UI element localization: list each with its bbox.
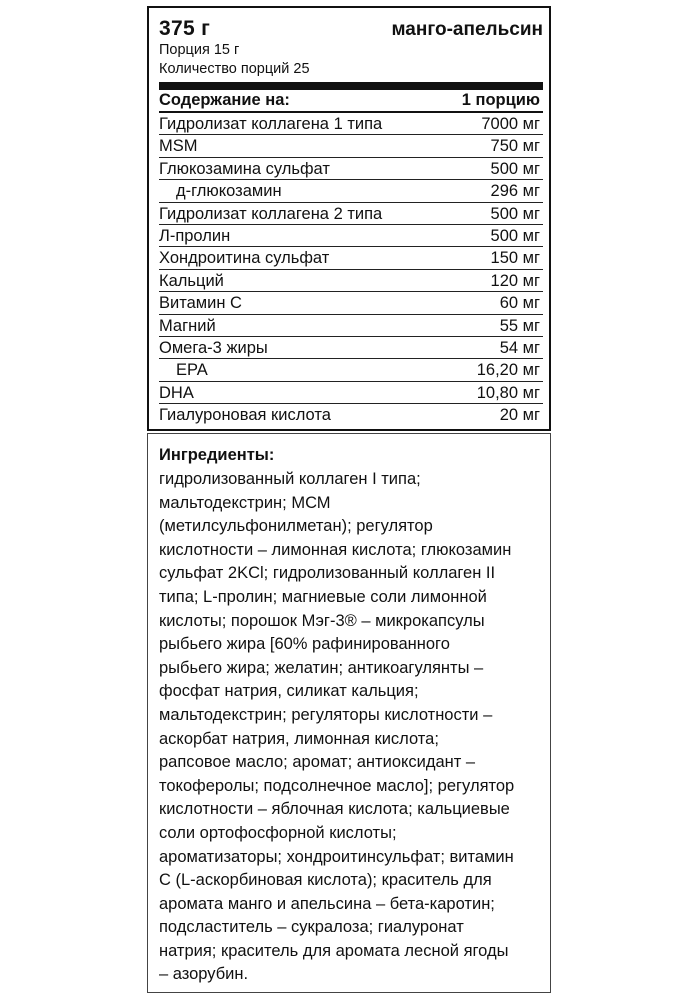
ingredients-line: аромата манго и апельсина – бета-каротин; [159,894,495,913]
ingredients-line: гидролизованный коллаген I типа; [159,470,421,488]
nutrient-value: 16,20 мг [476,361,540,380]
ingredients-line: кислотности – яблочная кислота; кальциевые [159,800,510,819]
nutrient-value: 150 мг [490,249,540,268]
ingredients-line: мальтодекстрин; регуляторы кислотности – [159,705,493,724]
table-row [159,315,543,337]
nutrient-value: 10,80 мг [476,383,540,402]
serving-size: Порция 15 г [159,42,240,58]
nutrient-name: Гидролизат коллагена 1 типа [159,115,383,133]
nutrient-name: д-глюкозамин [176,182,282,201]
ingredients-line: мальтодекстрин; МСМ [159,493,331,512]
table-row [159,404,543,426]
nutrient-value: 120 мг [490,271,540,290]
nutrient-value: 750 мг [490,137,540,156]
nutrition-facts-panel [147,6,551,431]
nutrient-name: Витамин С [159,294,242,313]
ingredients-line: типа; L-пролин; магниевые соли лимонной [159,587,487,606]
table-header-label: Содержание на: [159,91,290,109]
ingredients-line: сульфат 2KCl; гидролизованный коллаген II [159,564,496,583]
table-row [159,359,543,381]
ingredients-line: рыбьего жира; желатин; антикоагулянты – [159,658,484,677]
table-row [159,337,543,359]
nutrient-name: Гидролизат коллагена 2 типа [159,204,383,223]
nutrient-value: 7000 мг [481,115,540,133]
ingredients-line: токоферолы; подсолнечное масло]; регулятор [159,776,515,795]
nutrient-name: MSM [159,137,198,156]
ingredients-line: рапсовое масло; аромат; антиоксидант – [159,753,476,772]
table-row [159,135,543,157]
nutrient-name: DHA [159,383,194,402]
nutrient-name: EPA [176,361,208,380]
ingredients-line: аскорбат натрия, лимонная кислота; [159,729,439,748]
nutrient-name: Глюкозамина сульфат [159,159,330,178]
table-row [159,270,543,292]
ingredients-panel [147,433,551,993]
nutrient-value: 55 мг [499,316,540,335]
product-header [159,17,543,41]
table-header [159,90,543,113]
ingredients-line: фосфат натрия, силикат кальция; [159,682,419,701]
nutrient-value: 500 мг [490,204,540,223]
ingredients-line: натрия; краситель для аромата лесной ягоды [159,941,509,960]
nutrient-table [159,113,543,426]
table-row [159,247,543,269]
table-row [159,158,543,180]
ingredients-title: Ингредиенты: [159,446,275,464]
table-row [159,113,543,135]
table-header-value: 1 порцию [461,91,540,109]
ingredients-line: кислотности – лимонная кислота; глюкозамин [159,540,512,559]
table-row [159,292,543,314]
ingredients-line: – азорубин. [159,965,249,984]
ingredients-line: (метилсульфонилметан); регулятор [159,517,433,536]
nutrient-name: Хондроитина сульфат [159,249,330,268]
ingredients-line: подсластитель – сукралоза; гиалуронат [159,918,464,937]
package-weight: 375 г [159,17,211,40]
nutrient-name: Гиалуроновая кислота [159,406,331,425]
nutrient-value: 54 мг [499,338,540,357]
nutrient-name: Кальций [159,271,224,290]
nutrient-value: 20 мг [499,406,540,425]
ingredients-line: кислоты; порошок Мэг-3® – микрокапсулы [159,611,485,630]
ingredients-line: рыбьего жира [60% рафинированного [159,635,450,654]
nutrient-value: 500 мг [490,226,540,245]
nutrient-name: Л-пролин [159,226,231,245]
ingredients-line: соли ортофосфорной кислоты; [159,823,397,842]
nutrient-name: Магний [159,316,216,335]
table-row [159,203,543,225]
table-row [159,180,543,202]
flavor-name: манго-апельсин [391,19,543,40]
table-row [159,225,543,247]
divider-thick [159,82,543,90]
nutrient-value: 296 мг [490,182,540,201]
nutrient-name: Омега-3 жиры [159,338,268,357]
ingredients-text [159,468,540,987]
nutrient-value: 500 мг [490,159,540,178]
servings-count: Количество порций 25 [159,61,310,77]
nutrient-value: 60 мг [499,294,540,313]
ingredients-line: С (L-аскорбиновая кислота); краситель для [159,871,492,890]
ingredients-line: ароматизаторы; хондроитинсульфат; витамин [159,847,514,866]
table-row [159,382,543,404]
